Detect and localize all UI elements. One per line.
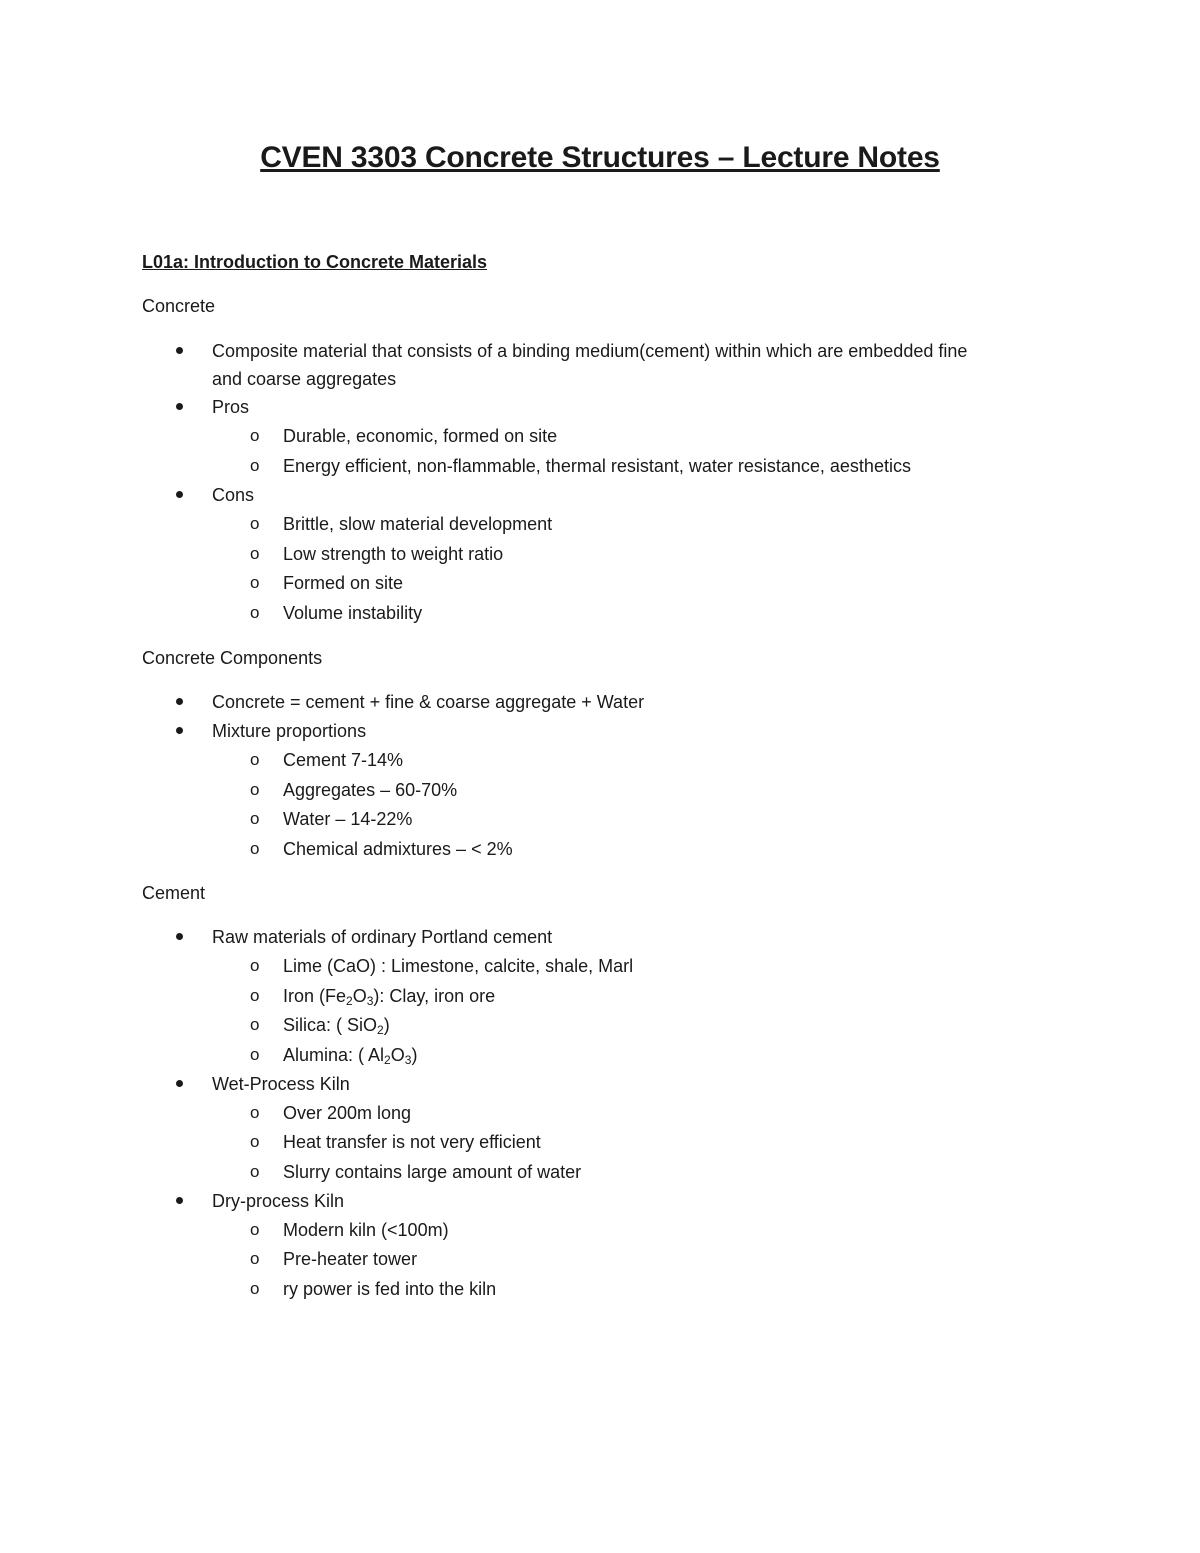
sub-bullet-icon: o (250, 839, 260, 858)
bullet-icon (176, 933, 183, 940)
list-item: Composite material that consists of a binding medium(cement) within which are embedded fine (212, 341, 968, 361)
document-title: CVEN 3303 Concrete Structures – Lecture Notes (260, 141, 940, 174)
subscript: 2 (384, 1053, 391, 1067)
cement-heading: Cement (142, 883, 206, 903)
alumina-text: O (390, 1045, 405, 1065)
sub-list-item: Low strength to weight ratio (283, 544, 504, 564)
bullet-icon (176, 698, 183, 705)
sub-bullet-icon: o (250, 426, 260, 445)
list-item: Pros (212, 397, 250, 417)
sub-list-item: Brittle, slow material development (283, 514, 553, 534)
iron-text: O (352, 986, 367, 1006)
list-item: Wet-Process Kiln (212, 1074, 350, 1094)
sub-bullet-icon: o (250, 1132, 260, 1151)
sub-list-item: Lime (CaO) : Limestone, calcite, shale, Marl (283, 956, 634, 976)
sub-list-item: Cement 7-14% (283, 750, 404, 770)
sub-list-item: Water – 14-22% (283, 809, 413, 829)
sub-list-item: Over 200m long (283, 1103, 412, 1123)
sub-bullet-icon: o (250, 1220, 260, 1239)
sub-bullet-icon: o (250, 780, 260, 799)
sub-bullet-icon: o (250, 1103, 260, 1122)
sub-list-item (283, 1014, 390, 1036)
sub-list-item: Energy efficient, non-flammable, thermal resistant, water resistance, aesthetics (283, 456, 911, 476)
sub-bullet-icon: o (250, 1249, 260, 1268)
sub-list-item: Heat transfer is not very efficient (283, 1132, 541, 1152)
list-item: Concrete = cement + fine & coarse aggregate + Water (212, 692, 645, 712)
iron-text: Iron (Fe (283, 986, 347, 1006)
section-heading: L01a: Introduction to Concrete Materials (142, 252, 488, 272)
sub-bullet-icon: o (250, 750, 260, 769)
subscript: 3 (366, 994, 374, 1008)
iron-text: ): Clay, iron ore (373, 986, 496, 1006)
sub-list-item: Formed on site (283, 573, 404, 593)
sub-list-item: Volume instability (283, 603, 423, 623)
bullet-icon (176, 1080, 183, 1087)
sub-list-item (283, 985, 495, 1007)
sub-bullet-icon: o (250, 956, 260, 975)
sub-list-item: Chemical admixtures – < 2% (283, 839, 513, 859)
bullet-icon (176, 727, 183, 734)
sub-list-item (283, 1044, 417, 1066)
subscript: 2 (377, 1023, 384, 1037)
components-heading: Concrete Components (142, 648, 323, 668)
bullet-icon (176, 347, 183, 354)
sub-bullet-icon: o (250, 544, 260, 563)
list-item: Raw materials of ordinary Portland cement (212, 927, 553, 947)
list-item: Mixture proportions (212, 721, 367, 741)
sub-bullet-icon: o (250, 1045, 260, 1064)
concrete-heading: Concrete (142, 296, 216, 316)
silica-text: ) (383, 1015, 390, 1035)
sub-list-item: Durable, economic, formed on site (283, 426, 558, 446)
list-item: Cons (212, 485, 255, 505)
sub-bullet-icon: o (250, 573, 260, 592)
sub-bullet-icon: o (250, 1279, 260, 1298)
alumina-text: Alumina: ( Al (283, 1045, 385, 1065)
sub-bullet-icon: o (250, 1162, 260, 1181)
sub-bullet-icon: o (250, 986, 260, 1005)
sub-list-item: Modern kiln (<100m) (283, 1220, 449, 1240)
sub-list-item: ry power is fed into the kiln (283, 1279, 497, 1299)
silica-text: Silica: ( SiO (283, 1015, 378, 1035)
sub-bullet-icon: o (250, 514, 260, 533)
sub-bullet-icon: o (250, 456, 260, 475)
sub-list-item: Pre-heater tower (283, 1249, 418, 1269)
sub-list-item: Slurry contains large amount of water (283, 1162, 582, 1182)
sub-bullet-icon: o (250, 1015, 260, 1034)
subscript: 3 (404, 1053, 412, 1067)
list-item-continuation: and coarse aggregates (212, 369, 397, 389)
sub-bullet-icon: o (250, 603, 260, 622)
subscript: 2 (346, 994, 353, 1008)
bullet-icon (176, 491, 183, 498)
bullet-icon (176, 403, 183, 410)
sub-list-item: Aggregates – 60-70% (283, 780, 458, 800)
list-item: Dry-process Kiln (212, 1191, 345, 1211)
sub-bullet-icon: o (250, 809, 260, 828)
alumina-text: ) (411, 1045, 418, 1065)
bullet-icon (176, 1197, 183, 1204)
